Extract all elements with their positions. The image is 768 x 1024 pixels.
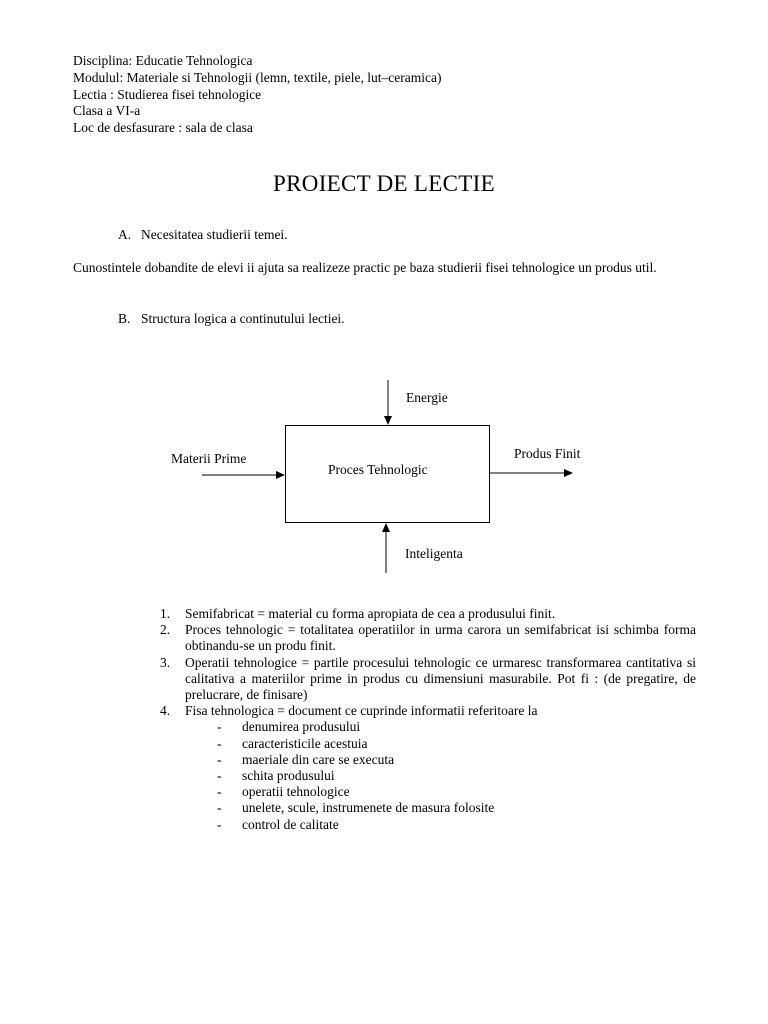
intelligence-label: Inteligenta xyxy=(405,546,463,561)
dash-bullet: - xyxy=(217,800,222,816)
dash-bullet: - xyxy=(217,719,222,735)
energy-label: Energie xyxy=(406,390,448,405)
definitions-list xyxy=(160,606,696,833)
output-arrow-head xyxy=(564,469,573,477)
energy-arrow-head xyxy=(384,416,392,425)
sublist-text: maeriale din care se executa xyxy=(242,751,395,767)
sublist-container xyxy=(160,719,696,832)
list-number: 1. xyxy=(160,606,171,621)
header-class: Clasa a VI-a xyxy=(73,103,141,119)
page-title: PROIECT DE LECTIE xyxy=(273,171,495,196)
header-discipline: Disciplina: Educatie Tehnologica xyxy=(73,53,253,68)
header-location: Loc de desfasurare : sala de clasa xyxy=(73,120,253,136)
dash-bullet: - xyxy=(217,768,222,784)
dash-bullet: - xyxy=(217,816,222,832)
section-a-text: Necesitatea studierii temei. xyxy=(141,227,288,242)
sublist-text: denumirea produsului xyxy=(242,719,361,735)
list-item xyxy=(160,655,696,704)
list-number: 3. xyxy=(160,654,171,670)
output-label: Produs Finit xyxy=(514,446,581,461)
list-text: Fisa tehnologica = document ce cuprinde informatii referitoare la xyxy=(185,703,538,719)
sheet-contents-list xyxy=(160,719,696,832)
list-number: 4. xyxy=(160,703,171,719)
list-item xyxy=(160,622,696,654)
list-text: Operatii tehnologice = partile procesului tehnologic ce urmaresc transformarea cantitativa si calitativa a materiilor prime in produs cu dimensiuni masurabile. Pot fi : (de pregatire, de prelucrare, de finisare) xyxy=(185,654,696,703)
sublist-item xyxy=(160,800,696,816)
header-lesson: Lectia : Studierea fisei tehnologice xyxy=(73,86,262,102)
header-module: Modulul: Materiale si Tehnologii (lemn, textile, piele, lut–ceramica) xyxy=(73,69,442,85)
sublist-text: caracteristicile acestuia xyxy=(242,735,368,751)
section-a-heading xyxy=(118,227,288,243)
dash-bullet: - xyxy=(217,784,222,800)
sublist-item xyxy=(160,817,696,833)
list-item xyxy=(160,703,696,719)
sublist-text: unelete, scule, instrumenete de masura folosite xyxy=(242,800,495,816)
lesson-header xyxy=(73,53,441,137)
sublist-text: schita produsului xyxy=(242,768,335,784)
input-arrow-head xyxy=(276,471,285,479)
sublist-item xyxy=(160,768,696,784)
sublist-text: operatii tehnologice xyxy=(242,784,350,800)
list-text: Semifabricat = material cu forma apropiata de cea a produsului finit. xyxy=(185,606,556,621)
sublist-text: control de calitate xyxy=(242,816,339,832)
section-b-text: Structura logica a continutului lectiei. xyxy=(141,311,345,326)
section-a-label: A. xyxy=(118,227,132,242)
list-text: Proces tehnologic = totalitatea operatiilor in urma carora un semifabricat isi schimba forma obtinandu-se un produ finit. xyxy=(185,622,696,654)
section-b-heading xyxy=(118,311,345,327)
sublist-item xyxy=(160,784,696,800)
sublist-item xyxy=(160,752,696,768)
process-label: Proces Tehnologic xyxy=(328,462,428,477)
intro-paragraph: Cunostintele dobandite de elevi ii ajuta sa realizeze practic pe baza studierii fisei tehnologice un produs util. xyxy=(73,260,657,275)
list-number: 2. xyxy=(160,622,171,638)
dash-bullet: - xyxy=(217,751,222,767)
sublist-item xyxy=(160,736,696,752)
sublist-item xyxy=(160,719,696,735)
list-item xyxy=(160,606,696,622)
input-label: Materii Prime xyxy=(171,451,247,466)
dash-bullet: - xyxy=(217,735,222,751)
section-b-label: B. xyxy=(118,311,131,326)
intelligence-arrow-head xyxy=(382,523,390,532)
process-diagram-lines xyxy=(0,380,768,580)
